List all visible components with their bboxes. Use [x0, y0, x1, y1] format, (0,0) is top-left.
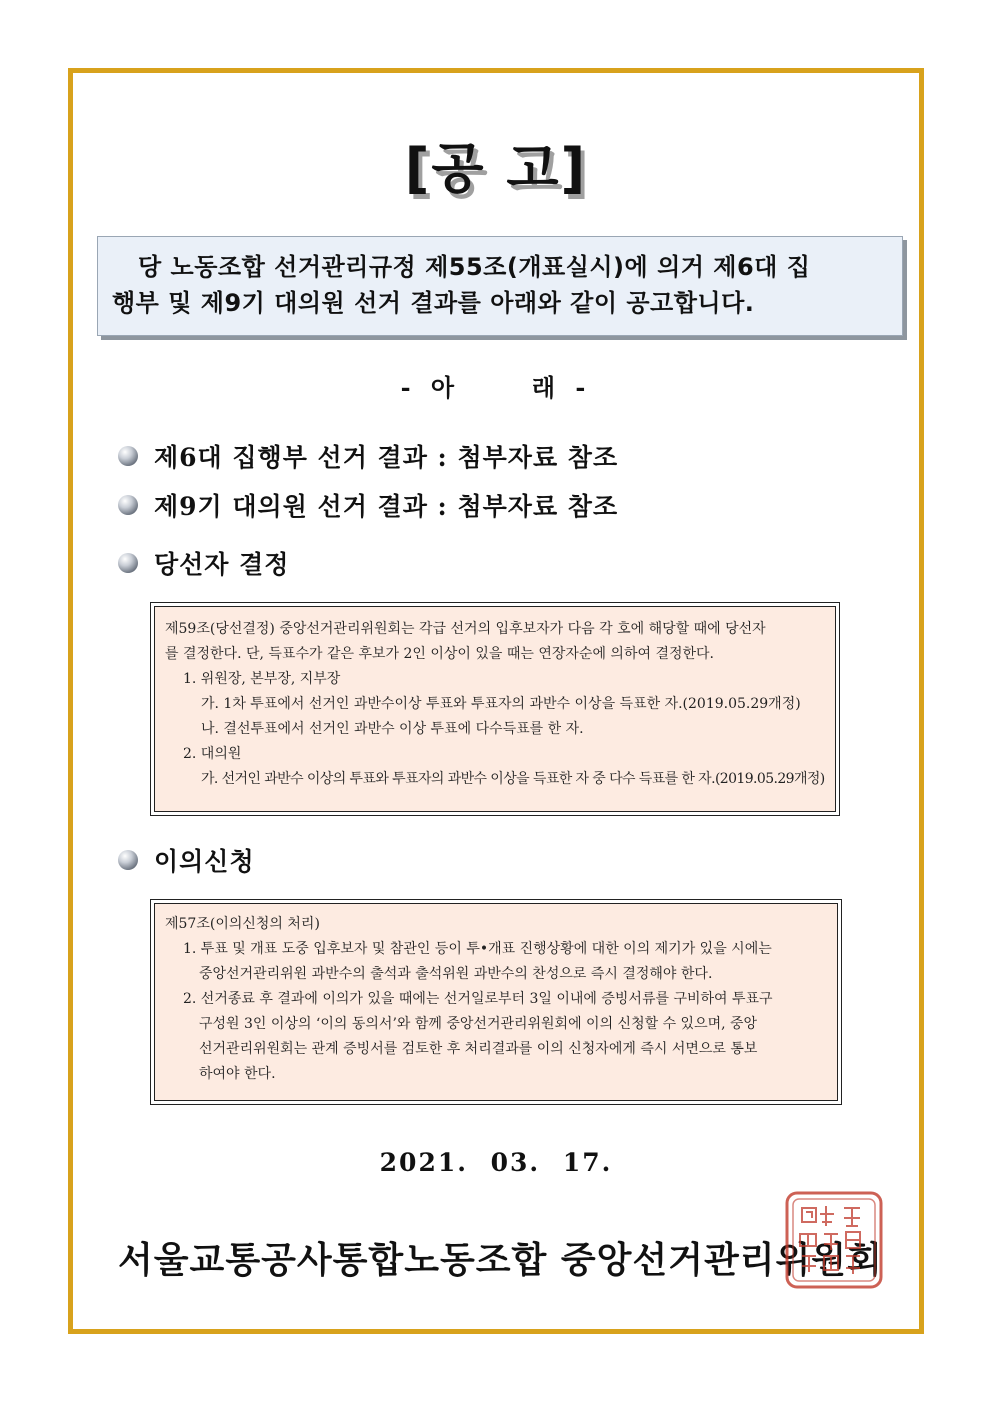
rule-line: 를 결정한다. 단, 득표수가 같은 후보가 2인 이상이 있을 때는 연장자순에 의하여 결정한다. — [165, 646, 714, 662]
item-label: 이의신청 — [154, 847, 255, 876]
intro-line-1: 당 노동조합 선거관리규정 제55조(개표실시)에 의거 제6대 집 — [138, 253, 811, 281]
bullet-icon — [118, 446, 138, 466]
are-heading: - 아 래 - — [400, 373, 592, 402]
intro-text — [112, 249, 888, 321]
intro-line-2: 행부 및 제9기 대의원 선거 결과를 아래와 같이 공고합니다. — [112, 289, 755, 317]
rule-line: 중앙선거관리위원 과반수의 출석과 출석위원 과반수의 찬성으로 즉시 결정해야 한다. — [199, 966, 713, 982]
rule-line: 2. 대의원 — [183, 746, 242, 762]
page-title: [공 고] — [404, 137, 588, 200]
winner-rule-box — [154, 606, 836, 812]
rule-line: 하여야 한다. — [199, 1066, 276, 1082]
item-executive-result — [118, 438, 618, 474]
bullet-icon — [118, 850, 138, 870]
rule-line: 나. 결선투표에서 선거인 과반수 이상 투표에 다수득표를 한 자. — [201, 721, 584, 737]
objection-rule-box — [154, 903, 838, 1101]
rule-line: 선거관리위원회는 관계 증빙서를 검토한 후 처리결과를 이의 신청자에게 즉시 서면으로 통보 — [199, 1041, 758, 1057]
rule-line: 제59조(당선결정) 중앙선거관리위원회는 각급 선거의 입후보자가 다음 각 호에 해당할 때에 당선자 — [165, 621, 766, 637]
item-delegate-result — [118, 487, 618, 523]
intro-box — [97, 236, 903, 336]
rule-line: 1. 투표 및 개표 도중 입후보자 및 참관인 등이 투•개표 진행상황에 대한 이의 제기가 있을 시에는 — [183, 941, 772, 957]
announcement-date: 2021. 03. 17. — [379, 1148, 613, 1177]
bullet-icon — [118, 495, 138, 515]
item-label: 당선자 결정 — [154, 550, 290, 579]
rule-line: 제57조(이의신청의 처리) — [165, 916, 320, 932]
item-label: 제9기 대의원 선거 결과 : 첨부자료 참조 — [154, 492, 619, 521]
organization-name: 서울교통공사통합노동조합 중앙선거관리위원회 — [118, 1239, 883, 1281]
rule-line: 1. 위원장, 본부장, 지부장 — [183, 671, 341, 687]
rule-line: 가. 1차 투표에서 선거인 과반수이상 투표와 투표자의 과반수 이상을 득표한 자.(2019.05.29개정) — [201, 696, 801, 712]
rule-line: 2. 선거종료 후 결과에 이의가 있을 때에는 선거일로부터 3일 이내에 증빙서류를 구비하여 투표구 — [183, 991, 773, 1007]
item-label: 제6대 집행부 선거 결과 : 첨부자료 참조 — [154, 443, 619, 472]
item-objection — [118, 842, 255, 878]
rule-line: 가. 선거인 과반수 이상의 투표와 투표자의 과반수 이상을 득표한 자 중 다수 득표를 한 자.(2019.05.29개정) — [201, 771, 825, 787]
rule-line: 구성원 3인 이상의 ‘이의 동의서’와 함께 중앙선거관리위원회에 이의 신청할 수 있으며, 중앙 — [199, 1016, 758, 1032]
seal-stamp-icon — [784, 1190, 884, 1290]
item-winner-decision — [118, 545, 289, 581]
bullet-icon — [118, 553, 138, 573]
